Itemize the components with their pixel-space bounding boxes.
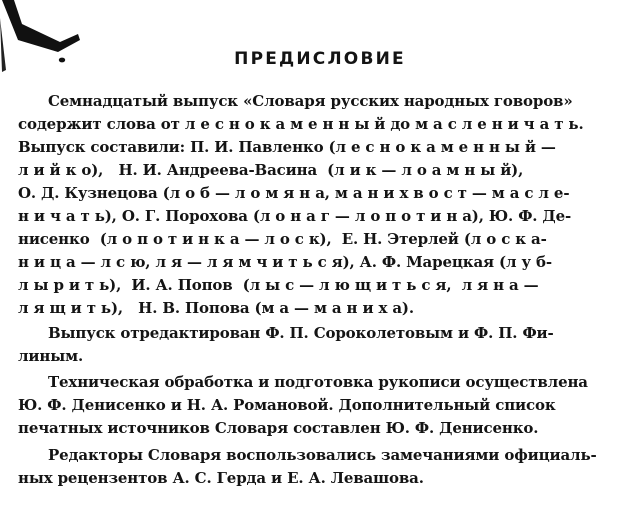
- text-line: л я щ и т ь), Н. В. Попова (м а — м а н и х а).: [18, 299, 414, 317]
- text-line: линым.: [18, 347, 84, 365]
- text-line: нисенко (л о п о т и н к а — л о с к), Е. Н. Этерлей (л о с к а-: [18, 230, 547, 248]
- text-line: Выпуск отредактирован Ф. П. Сороколетовым и Ф. П. Фи-: [48, 324, 554, 342]
- text-line: ных рецензентов А. С. Герда и Е. А. Левашова.: [18, 469, 424, 487]
- text-line: печатных источников Словаря составлен Ю. Ф. Денисенко.: [18, 419, 539, 437]
- text-line: Семнадцатый выпуск «Словаря русских народных говоров»: [48, 92, 573, 110]
- text-line: Техническая обработка и подготовка рукописи осуществлена: [48, 373, 588, 391]
- text-line: содержит слова от л е с н о к а м е н н ы й до м а с л е н и ч а т ь.: [18, 115, 584, 133]
- page-title: ПРЕДИСЛОВИЕ: [234, 49, 406, 69]
- text-line: Редакторы Словаря воспользовались замечаниями официаль-: [48, 446, 597, 464]
- text-line: л и й к о), Н. И. Андреева-Васина (л и к — л о а м н ы й),: [18, 161, 524, 179]
- text-line: О. Д. Кузнецова (л о б — л о м я н а, м а н и х в о с т — м а с л е-: [18, 184, 570, 202]
- text-line: Ю. Ф. Денисенко и Н. А. Романовой. Дополнительный список: [18, 396, 556, 414]
- text-line: н и ц а — л с ю, л я — л я м ч и т ь с я), А. Ф. Марецкая (л у б-: [18, 253, 552, 271]
- text-line: Выпуск составили: П. И. Павленко (л е с н о к а м е н н ы й —: [18, 138, 556, 156]
- text-line: н и ч а т ь), О. Г. Порохова (л о н а г — л о п о т и н а), Ю. Ф. Де-: [18, 207, 572, 225]
- text-line: л ы р и т ь), И. А. Попов (л ы с — л ю щ и т ь с я, л я н а —: [18, 276, 539, 294]
